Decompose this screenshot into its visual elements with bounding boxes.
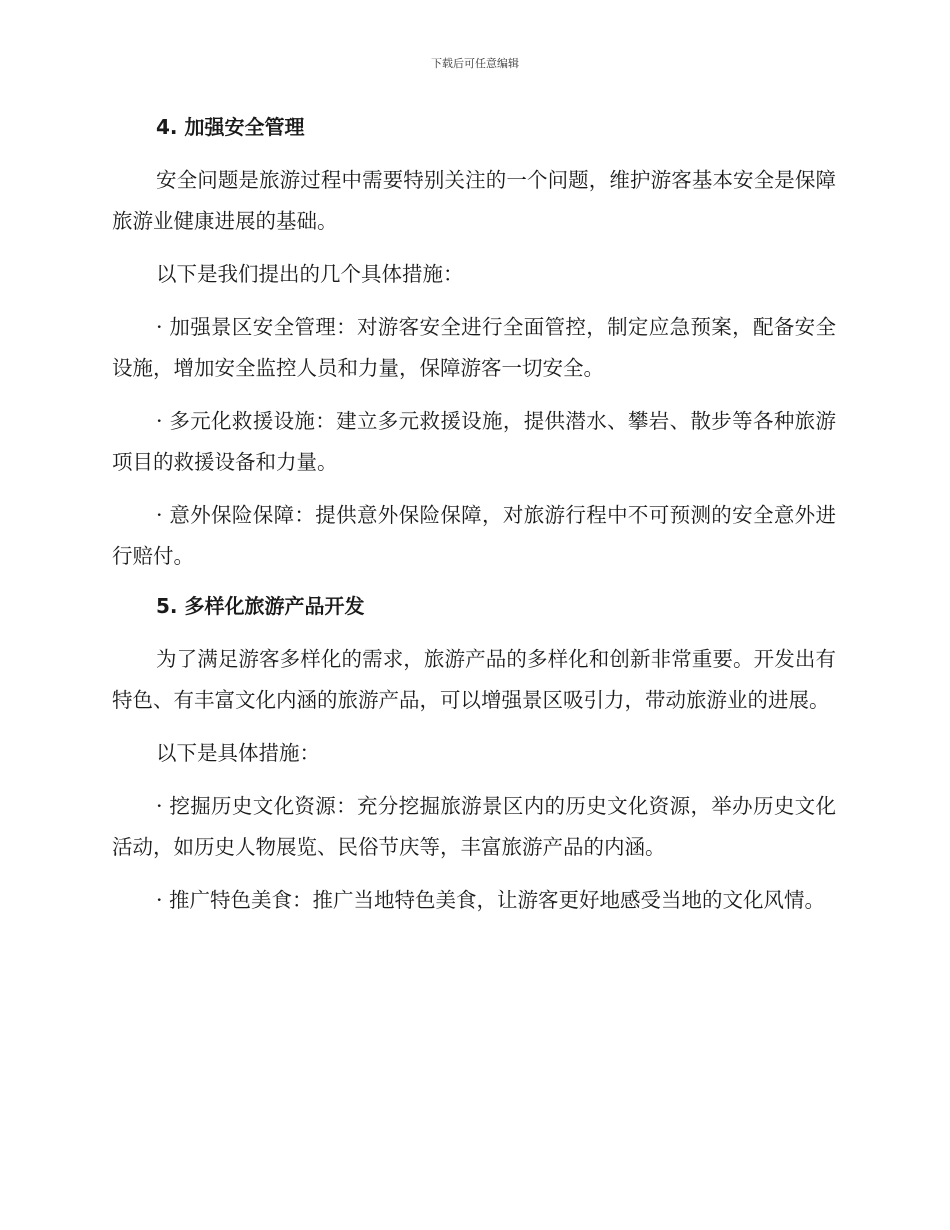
bullet-paragraph: · 推广特色美食：推广当地特色美食，让游客更好地感受当地的文化风情。 <box>156 888 826 912</box>
paragraph: 以下是我们提出的几个具体措施： <box>156 262 464 286</box>
document-body <box>112 110 836 933</box>
section-heading: 5. 多样化旅游产品开发 <box>156 594 365 618</box>
bullet-paragraph: · 多元化救援设施：建立多元救援设施，提供潜水、攀岩、散步等各种旅游项目的救援设备和力量。 <box>112 409 836 474</box>
section-safety-management <box>112 110 836 577</box>
bullet-paragraph: · 挖掘历史文化资源：充分挖掘旅游景区内的历史文化资源，举办历史文化活动，如历史人物展览、民俗节庆等，丰富旅游产品的内涵。 <box>112 794 836 859</box>
header-note: 下载后可任意编辑 <box>431 57 519 70</box>
bullet-paragraph: · 加强景区安全管理：对游客安全进行全面管控，制定应急预案，配备安全设施，增加安全监控人员和力量，保障游客一切安全。 <box>112 315 836 380</box>
paragraph: 安全问题是旅游过程中需要特别关注的一个问题，维护游客基本安全是保障旅游业健康进展的基础。 <box>112 168 836 233</box>
bullet-paragraph: · 意外保险保障：提供意外保险保障，对旅游行程中不可预测的安全意外进行赔付。 <box>112 503 836 568</box>
paragraph: 以下是具体措施： <box>156 741 320 765</box>
paragraph: 为了满足游客多样化的需求，旅游产品的多样化和创新非常重要。开发出有特色、有丰富文化内涵的旅游产品，可以增强景区吸引力，带动旅游业的进展。 <box>112 647 836 712</box>
section-product-development <box>112 589 836 921</box>
section-heading: 4. 加强安全管理 <box>156 115 305 139</box>
